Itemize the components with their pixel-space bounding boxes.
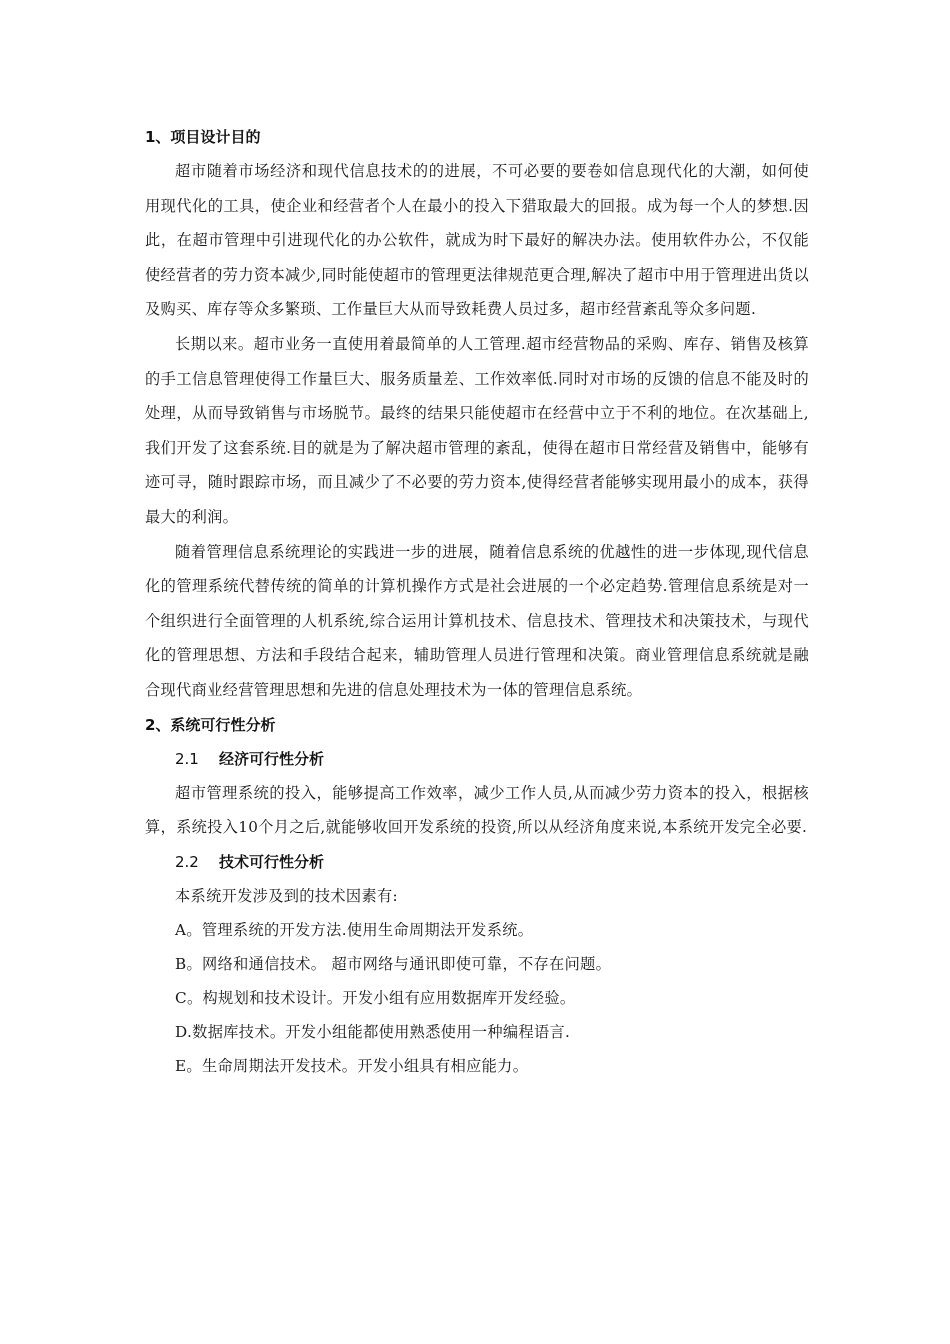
subsection-number: 2.1 — [175, 749, 199, 768]
subsection-number: 2.2 — [175, 852, 199, 871]
subsection-2-1-paragraph: 超市管理系统的投入，能够提高工作效率，减少工作人员,从而减少劳力资本的投入，根据核算，系统投入10个月之后,就能够收回开发系统的投资,所以从经济角度来说,本系统开发完全必要. — [145, 783, 809, 837]
document-body — [145, 120, 809, 1083]
subsection-title: 技术可行性分析 — [219, 852, 325, 871]
subsection-title: 经济可行性分析 — [219, 749, 325, 768]
technical-factors-intro: 本系统开发涉及到的技术因素有: — [175, 886, 398, 905]
technical-factor-item: B。网络和通信技术。 超市网络与通讯即使可靠，不存在问题。 — [175, 954, 612, 973]
subsection-2-2-heading — [145, 845, 809, 879]
section-2-heading: 2、系统可行性分析 — [145, 715, 276, 734]
section-1-heading: 1、项目设计目的 — [145, 128, 261, 146]
technical-factor-item: C。构规划和技术设计。开发小组有应用数据库开发经验。 — [175, 988, 576, 1007]
technical-factor-item: E。生命周期法开发技术。开发小组具有相应能力。 — [175, 1056, 529, 1075]
technical-factor-item: A。管理系统的开发方法.使用生命周期法开发系统。 — [175, 920, 534, 939]
subsection-2-1-heading — [145, 742, 809, 776]
section-1-paragraph: 长期以来。超市业务一直使用着最简单的人工管理.超市经营物品的采购、库存、销售及核算的手工信息管理使得工作量巨大、服务质量差、工作效率低.同时对市场的反馈的信息不能及时的处理，从而导致销售与市场脱节。最终的结果只能使超市在经营中立于不利的地位。在次基础上,我们开发了这套系统.目的就是为了解决超市管理的紊乱，使得在超市日常经营及销售中，能够有迹可寻，随时跟踪市场，而且减少了不必要的劳力资本,使得经营者能够实现用最小的成本，获得最大的利润。 — [145, 334, 809, 526]
technical-factor-item: D.数据库技术。开发小组能都使用熟悉使用一种编程语言. — [175, 1022, 571, 1041]
section-1-paragraph: 超市随着市场经济和现代信息技术的的进展，不可必要的要卷如信息现代化的大潮，如何使用现代化的工具，使企业和经营者个人在最小的投入下猎取最大的回报。成为每一个人的梦想.因此，在超市管理中引进现代化的办公软件，就成为时下最好的解决办法。使用软件办公，不仅能使经营者的劳力资本减少,同时能使超市的管理更法律规范更合理,解决了超市中用于管理进出货以及购买、库存等众多繁琐、工作量巨大从而导致耗费人员过多，超市经营紊乱等众多问题. — [145, 162, 809, 319]
section-1-paragraph: 随着管理信息系统理论的实践进一步的进展，随着信息系统的优越性的进一步体现,现代信息化的管理系统代替传统的简单的计算机操作方式是社会进展的一个必定趋势.管理信息系统是对一个组织进行全面管理的人机系统,综合运用计算机技术、信息技术、管理技术和决策技术，与现代化的管理思想、方法和手段结合起来，辅助管理人员进行管理和决策。商业管理信息系统就是融合现代商业经营管理思想和先进的信息处理技术为一体的管理信息系统。 — [145, 542, 809, 699]
